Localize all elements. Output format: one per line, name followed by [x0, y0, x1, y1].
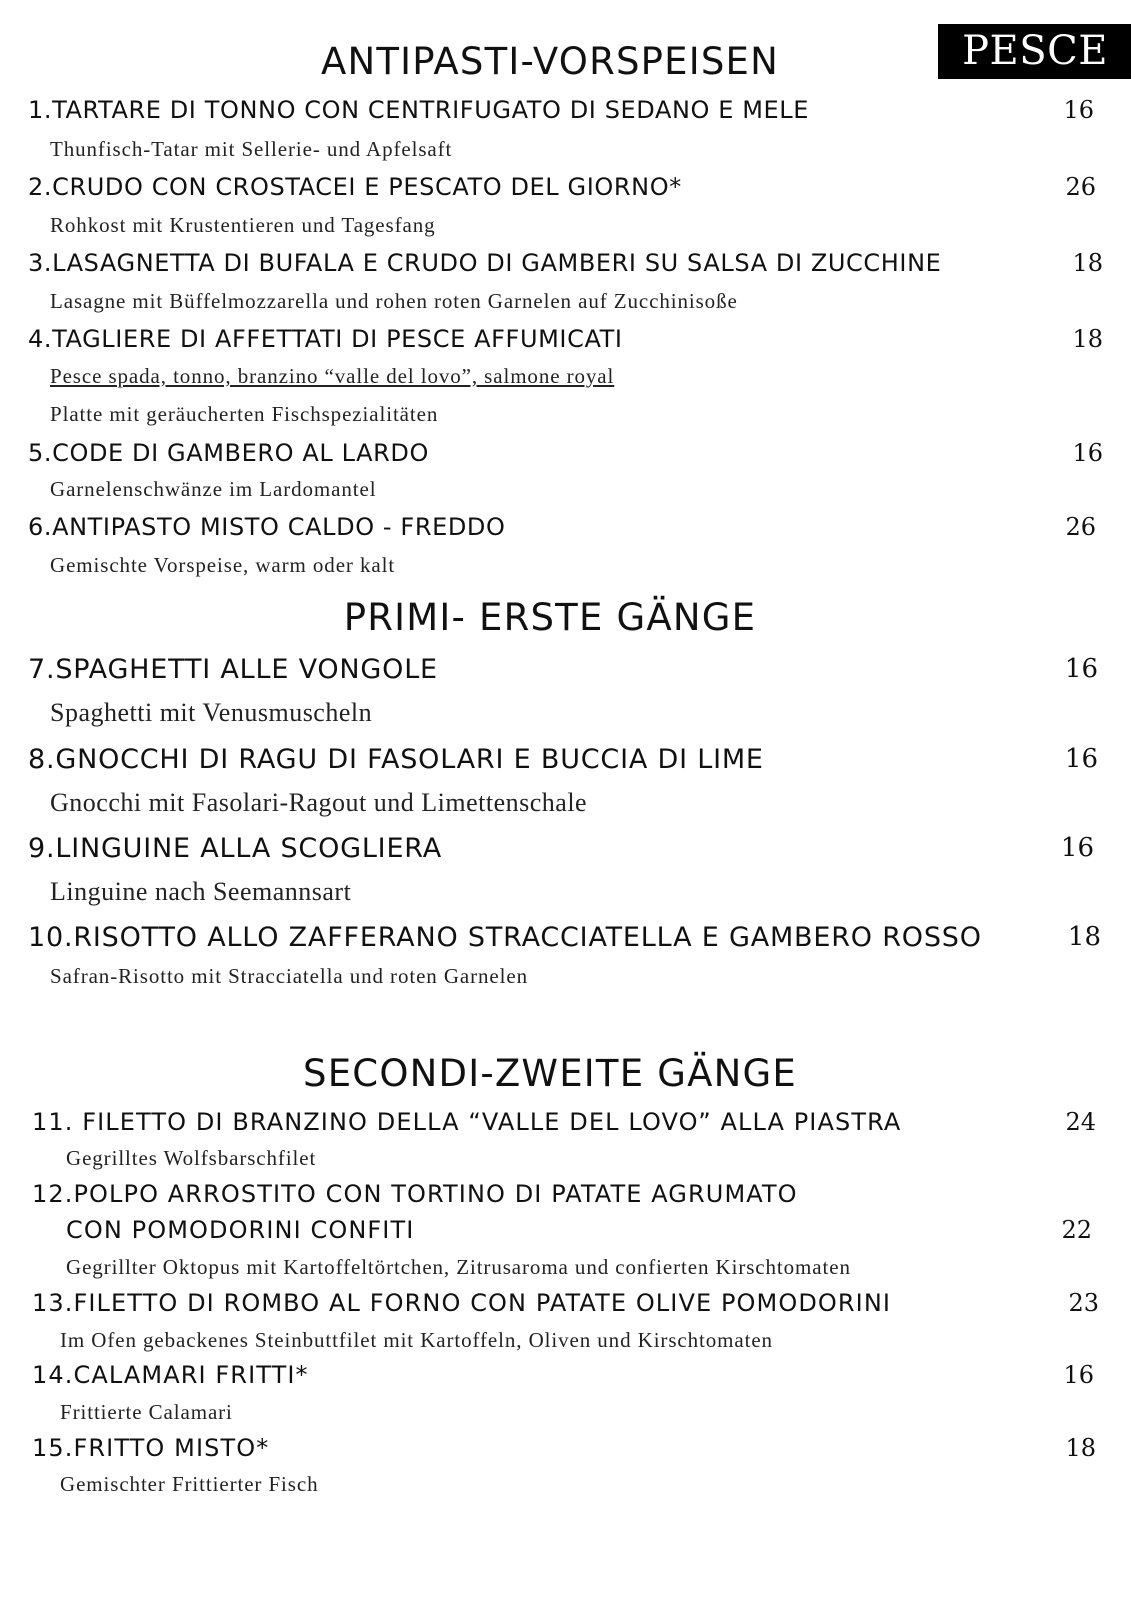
item-description: Frittierte Calamari [60, 1400, 233, 1424]
item-name: 2.CRUDO CON CROSTACEI E PESCATO DEL GIORNO* [28, 173, 682, 201]
item-name: 1.TARTARE DI TONNO CON CENTRIFUGATO DI SEDANO E MELE [28, 96, 810, 124]
item-name: 15.FRITTO MISTO* [32, 1434, 270, 1462]
section-heading-primi: PRIMI- ERSTE GÄNGE [343, 596, 757, 639]
item-name: 11. FILETTO DI BRANZINO DELLA “VALLE DEL LOVO” ALLA PIASTRA [32, 1108, 902, 1136]
item-price: 26 [1065, 513, 1096, 541]
item-description: Gemischte Vorspeise, warm oder kalt [50, 553, 396, 577]
item-price: 18 [1067, 922, 1101, 952]
item-name: 4.TAGLIERE DI AFFETTATI DI PESCE AFFUMICATI [28, 325, 623, 353]
item-price: 16 [1060, 833, 1094, 863]
item-description: Safran-Risotto mit Stracciatella und roten Garnelen [50, 964, 529, 988]
item-price: 16 [1064, 744, 1098, 774]
item-name: 7.SPAGHETTI ALLE VONGOLE [28, 654, 438, 685]
item-description: Im Ofen gebackenes Steinbuttfilet mit Kartoffeln, Oliven und Kirschtomaten [60, 1328, 773, 1352]
item-description: Spaghetti mit Venusmuscheln [50, 698, 373, 727]
item-name: 10.RISOTTO ALLO ZAFFERANO STRACCIATELLA E GAMBERO ROSSO [28, 922, 982, 953]
item-name: 13.FILETTO DI ROMBO AL FORNO CON PATATE OLIVE POMODORINI [32, 1289, 892, 1317]
item-price: 23 [1068, 1289, 1099, 1317]
item-name: 6.ANTIPASTO MISTO CALDO - FREDDO [28, 513, 506, 541]
item-description: Gegrillter Oktopus mit Kartoffeltörtchen, Zitrusaroma und confierten Kirschtomaten [66, 1255, 851, 1279]
item-description: Thunfisch-Tatar mit Sellerie- und Apfelsaft [50, 137, 453, 161]
item-price: 26 [1065, 173, 1096, 201]
item-description: Gnocchi mit Fasolari-Ragout und Limettenschale [50, 788, 588, 817]
item-price: 16 [1063, 96, 1094, 124]
item-description: Gemischter Frittierter Fisch [60, 1472, 319, 1496]
item-name: 5.CODE DI GAMBERO AL LARDO [28, 439, 429, 467]
item-name: 3.LASAGNETTA DI BUFALA E CRUDO DI GAMBERI SU SALSA DI ZUCCHINE [28, 249, 942, 277]
item-price: 22 [1061, 1216, 1092, 1244]
section-heading-antipasti: ANTIPASTI-VORSPEISEN [320, 40, 780, 83]
item-name: 9.LINGUINE ALLA SCOGLIERA [28, 833, 443, 864]
item-description: Gegrilltes Wolfsbarschfilet [66, 1146, 317, 1170]
item-price: 16 [1072, 439, 1103, 467]
item-name: 12.POLPO ARROSTITO CON TORTINO DI PATATE AGRUMATO [32, 1180, 798, 1208]
item-price: 16 [1063, 1361, 1094, 1389]
item-price: 18 [1072, 249, 1103, 277]
item-price: 16 [1064, 654, 1098, 684]
item-name: 8.GNOCCHI DI RAGU DI FASOLARI E BUCCIA DI LIME [28, 744, 764, 775]
category-badge: PESCE [938, 24, 1131, 79]
item-description: Rohkost mit Krustentieren und Tagesfang [50, 213, 436, 237]
item-price: 18 [1065, 1434, 1096, 1462]
item-description: Garnelenschwänze im Lardomantel [50, 477, 377, 501]
item-note: Pesce spada, tonno, branzino “valle del lovo”, salmone royal [50, 364, 615, 388]
item-description: Linguine nach Seemannsart [50, 877, 352, 906]
item-description: Platte mit geräucherten Fischspezialitäten [50, 402, 439, 426]
item-name: 14.CALAMARI FRITTI* [32, 1361, 309, 1389]
item-price: 18 [1072, 325, 1103, 353]
item-description: Lasagne mit Büffelmozzarella und rohen roten Garnelen auf Zucchinisoße [50, 289, 738, 313]
item-name-continued: CON POMODORINI CONFITI [66, 1216, 415, 1244]
section-heading-secondi: SECONDI-ZWEITE GÄNGE [303, 1052, 797, 1095]
item-price: 24 [1065, 1108, 1096, 1136]
